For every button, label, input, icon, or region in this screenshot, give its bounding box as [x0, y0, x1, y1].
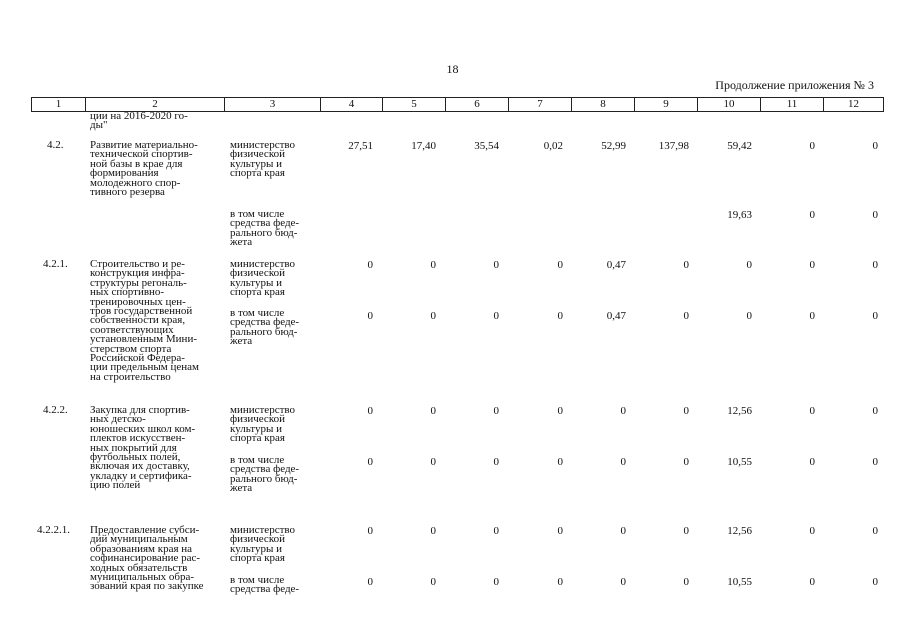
value-cell-col-12: 0 [872, 525, 878, 537]
value-cell-col-10: 10,55 [727, 576, 752, 588]
value-cell-col-12: 0 [872, 209, 878, 221]
value-cell-col-8: 0,47 [606, 310, 626, 322]
value-cell-col-4: 0 [367, 525, 373, 537]
value-cell-col-6: 0 [493, 525, 499, 537]
value-cell-col-10: 0 [746, 310, 752, 322]
value-cell-col-4: 27,51 [348, 140, 373, 152]
value-cell-col-5: 0 [430, 405, 436, 417]
row-name: Предоставление субси- дий муниципальным образованиям края на софинансирование рас- ходных обязательств муниципальных обра- зований края по закупке [90, 524, 204, 593]
value-cell-col-11: 0 [809, 209, 815, 221]
value-cell-col-6: 35,54 [474, 140, 499, 152]
row-executor-federal: в том числе средства феде- [230, 574, 300, 596]
row-code: 4.2.1. [43, 258, 68, 270]
value-cell-col-6: 0 [493, 310, 499, 322]
header-col-8: 8 [572, 98, 635, 111]
row-executor: министерство физической культуры и спорта края [230, 404, 296, 445]
value-cell-col-9: 0 [683, 456, 689, 468]
value-cell-col-8: 52,99 [601, 140, 626, 152]
row-executor: министерство физической культуры и спорта края [230, 524, 296, 565]
continuation-label: Продолжение приложения № 3 [715, 78, 874, 92]
carry-over-text: ции на 2016-2020 го- ды" [90, 110, 188, 132]
header-col-7: 7 [509, 98, 572, 111]
value-cell-col-12: 0 [872, 576, 878, 588]
row-executor-federal: в том числе средства феде- рального бюд- жета [230, 307, 300, 348]
header-col-12: 12 [848, 98, 859, 110]
value-cell-col-8: 0,47 [606, 259, 626, 271]
value-cell-col-8: 0 [620, 576, 626, 588]
value-cell-col-10: 19,63 [727, 209, 752, 221]
row-code: 4.2.2. [43, 404, 68, 416]
value-cell-col-12: 0 [872, 140, 878, 152]
value-cell-col-5: 0 [430, 576, 436, 588]
row-executor-federal: в том числе средства феде- рального бюд- жета [230, 454, 300, 495]
value-cell-col-11: 0 [809, 259, 815, 271]
value-cell-col-4: 0 [367, 310, 373, 322]
value-cell-col-5: 0 [430, 310, 436, 322]
header-col-5: 5 [383, 98, 446, 111]
value-cell-col-12: 0 [872, 456, 878, 468]
value-cell-col-11: 0 [809, 525, 815, 537]
value-cell-col-7: 0 [557, 456, 563, 468]
value-cell-col-10: 0 [746, 259, 752, 271]
row-executor: министерство физической культуры и спорта края [230, 139, 296, 180]
header-col-9: 9 [635, 98, 698, 111]
value-cell-col-11: 0 [809, 405, 815, 417]
value-cell-col-10: 12,56 [727, 525, 752, 537]
value-cell-col-9: 0 [683, 310, 689, 322]
value-cell-col-7: 0 [557, 259, 563, 271]
value-cell-col-7: 0 [557, 405, 563, 417]
value-cell-col-5: 0 [430, 456, 436, 468]
header-col-1: 1 [32, 98, 86, 111]
value-cell-col-9: 0 [683, 576, 689, 588]
value-cell-col-5: 17,40 [411, 140, 436, 152]
value-cell-col-8: 0 [620, 405, 626, 417]
value-cell-col-5: 0 [430, 525, 436, 537]
value-cell-col-9: 0 [683, 259, 689, 271]
value-cell-col-8: 0 [620, 525, 626, 537]
value-cell-col-6: 0 [493, 456, 499, 468]
value-cell-col-5: 0 [430, 259, 436, 271]
value-cell-col-4: 0 [367, 576, 373, 588]
header-col-3: 3 [225, 98, 321, 111]
header-col-6: 6 [446, 98, 509, 111]
value-cell-col-12: 0 [872, 259, 878, 271]
value-cell-col-6: 0 [493, 576, 499, 588]
value-cell-col-11: 0 [809, 456, 815, 468]
header-col-4: 4 [321, 98, 383, 111]
value-cell-col-9: 137,98 [658, 140, 689, 152]
value-cell-col-7: 0 [557, 576, 563, 588]
value-cell-col-10: 12,56 [727, 405, 752, 417]
header-col-10: 10 [698, 98, 761, 111]
row-name: Закупка для спортив- ных детско- юношеских школ ком- плектов искусствен- ных покрытий для футбольных полей, включая их доставку, укладку и сертифика- цию полей [90, 404, 196, 492]
value-cell-col-12: 0 [872, 310, 878, 322]
value-cell-col-11: 0 [809, 576, 815, 588]
row-name: Строительство и ре- конструкция инфра- структуры регональ- ных спортивно- тренировочных цен- тров государственной собственности края, соответствующих установленным Мини- стерством спорта Российской Федера- ции предельным ценам на строительство [90, 258, 200, 383]
header-col-2: 2 [86, 98, 225, 111]
page-number: 18 [446, 62, 459, 76]
value-cell-col-7: 0,02 [543, 140, 563, 152]
value-cell-col-6: 0 [493, 405, 499, 417]
row-executor-federal: в том числе средства феде- рального бюд- жета [230, 208, 300, 249]
row-code: 4.2. [47, 139, 64, 151]
value-cell-col-7: 0 [557, 525, 563, 537]
row-name: Развитие материально- технической спортив- ной базы в крае для формирования молодежного спор- тивного резерва [90, 139, 198, 199]
value-cell-col-7: 0 [557, 310, 563, 322]
value-cell-col-8: 0 [620, 456, 626, 468]
header-col-11: 11 [761, 98, 824, 111]
value-cell-col-11: 0 [809, 310, 815, 322]
value-cell-col-4: 0 [367, 405, 373, 417]
value-cell-col-4: 0 [367, 259, 373, 271]
row-code: 4.2.2.1. [37, 524, 70, 536]
value-cell-col-10: 59,42 [727, 140, 752, 152]
row-executor: министерство физической культуры и спорта края [230, 258, 296, 299]
value-cell-col-9: 0 [683, 525, 689, 537]
value-cell-col-6: 0 [493, 259, 499, 271]
value-cell-col-11: 0 [809, 140, 815, 152]
value-cell-col-12: 0 [872, 405, 878, 417]
value-cell-col-9: 0 [683, 405, 689, 417]
value-cell-col-10: 10,55 [727, 456, 752, 468]
value-cell-col-4: 0 [367, 456, 373, 468]
